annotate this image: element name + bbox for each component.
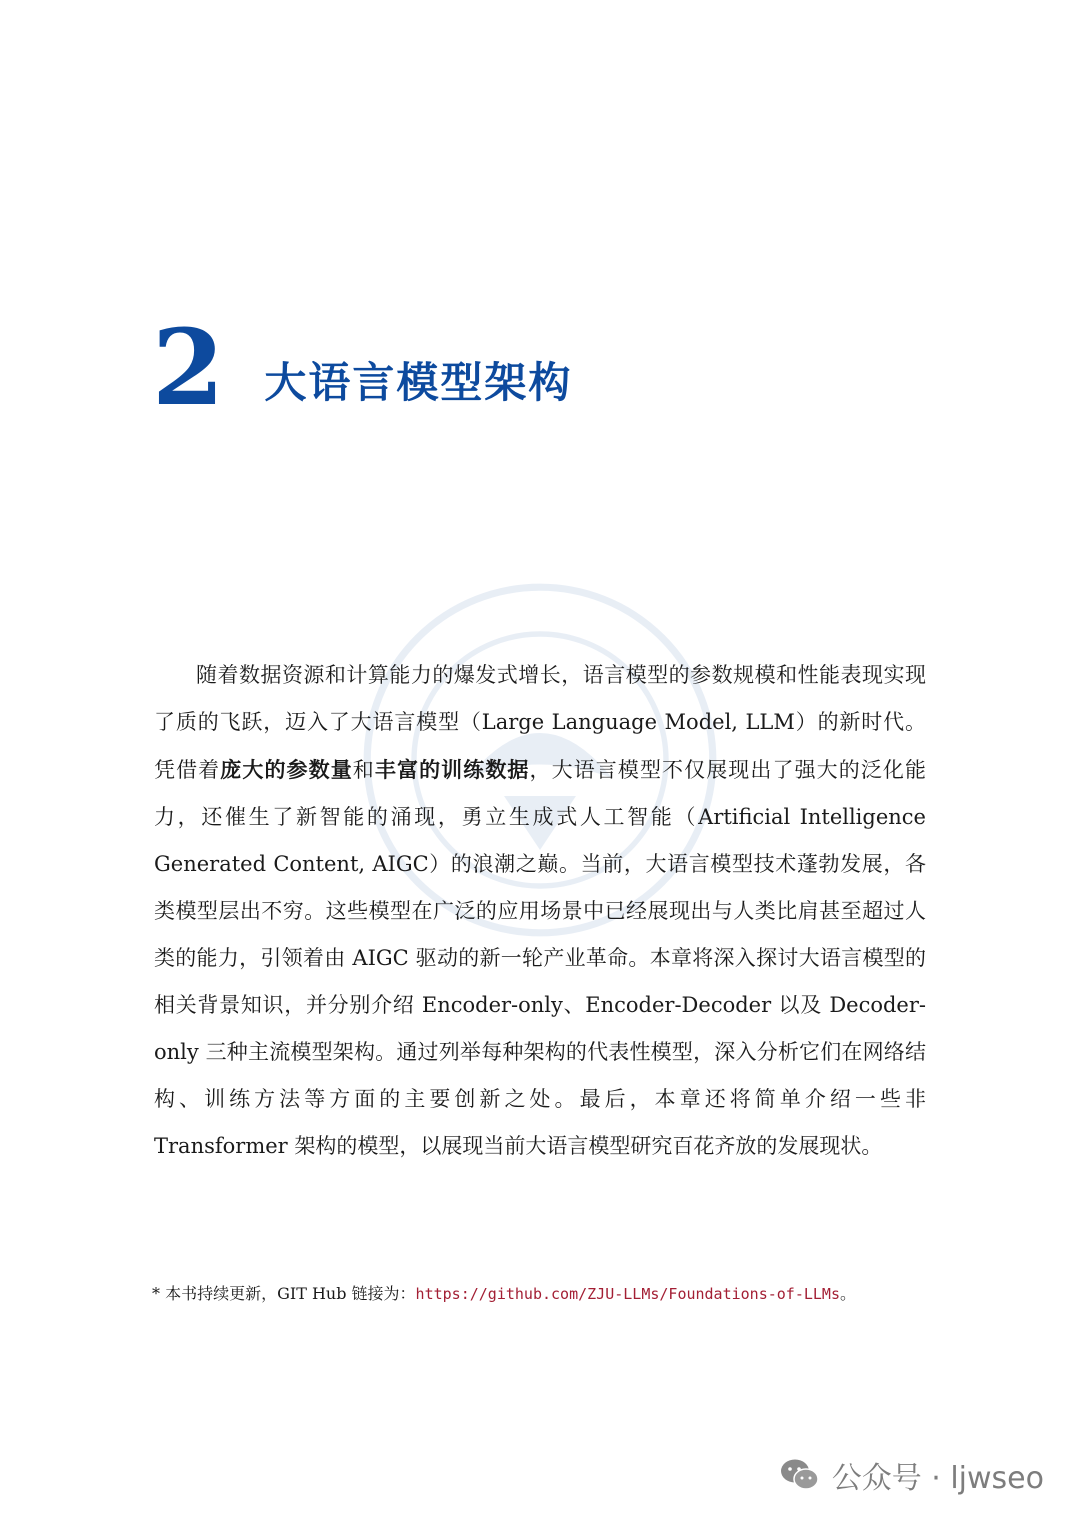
emphasis-parameter-count: 庞大的参数量 xyxy=(220,757,353,782)
chapter-intro-paragraph xyxy=(154,652,926,1170)
watermark-text: 公众号 · ljwseo xyxy=(831,1461,1044,1496)
footnote-prefix: * 本书持续更新，GIT Hub 链接为： xyxy=(152,1284,416,1303)
footnote xyxy=(152,1282,952,1306)
github-link[interactable]: https://github.com/ZJU-LLMs/Foundations-of-LLMs xyxy=(415,1285,840,1303)
chapter-title: 大语言模型架构 xyxy=(264,358,573,407)
emphasis-training-data: 丰富的训练数据 xyxy=(374,757,530,782)
chapter-number: 2 xyxy=(152,306,225,429)
chapter-heading xyxy=(152,300,573,429)
intro-text-rest: ，大语言模型不仅展现出了强大的泛化能力，还催生了新智能的涌现，勇立生成式人工智能（Artificial Intelligence Generated Content, AIGC）的浪潮之巅。当前，大语言模型技术蓬勃发展，各类模型层出不穷。这些模型在广泛的应用场景中已经展现出与人类比肩甚至超过人类的能力，引领着由 AIGC 驱动的新一轮产业革命。本章将深入探讨大语言模型的相关背景知识，并分别介绍 Encoder-only、Encoder-Decoder 以及 Decoder-only 三种主流模型架构。通过列举每种架构的代表性模型，深入分析它们在网络结构、训练方法等方面的主要创新之处。最后，本章还将简单介绍一些非 Transformer 架构的模型，以展现当前大语言模型研究百花齐放的发展现状。 xyxy=(154,758,927,1158)
wechat-watermark xyxy=(780,1453,1044,1497)
intro-conjunction: 和 xyxy=(352,758,375,782)
intro-text-start: 随着数据资源和计算能力的爆发式增长，语言模型的参数规模和性能表现实现了质的飞跃，迈入了大语言模型（Large Language Model, LLM）的新时代。凭借着 xyxy=(154,663,926,782)
footnote-suffix: 。 xyxy=(840,1284,857,1303)
wechat-icon xyxy=(780,1458,820,1492)
